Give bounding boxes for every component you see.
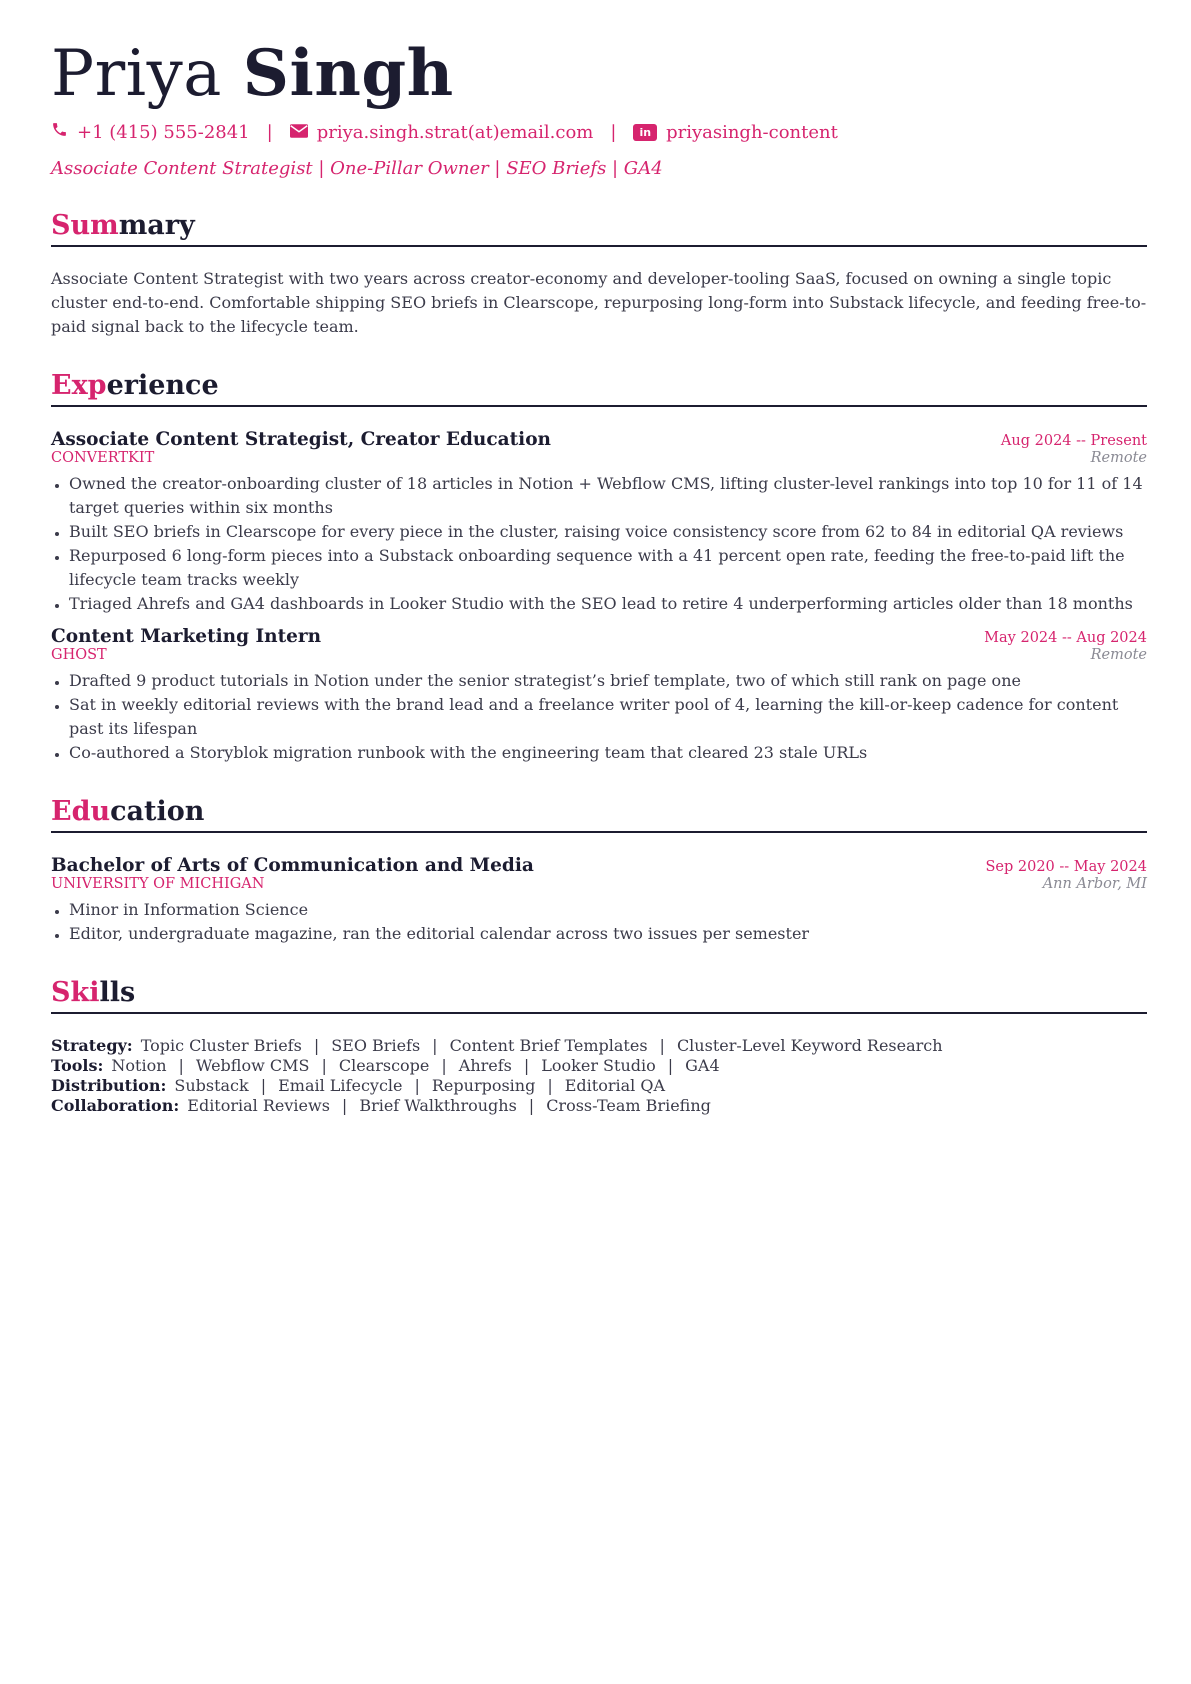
list-item: • Editor, undergraduate magazine, ran the editorial calendar across two issues per semester <box>69 922 1147 946</box>
education-dates: Sep 2020 -- May 2024 <box>985 859 1147 875</box>
skill-item: Topic Cluster Briefs <box>140 1036 302 1055</box>
skill-category-label: Distribution: <box>51 1076 167 1095</box>
skill-row <box>51 1076 1147 1096</box>
list-item: • Owned the creator-onboarding cluster of 18 articles in Notion + Webflow CMS, lifting cluster-level rankings into top 10 for 11 of 14 target queries within six months <box>69 472 1147 520</box>
phone-number: +1 (415) 555-2841 <box>77 121 250 143</box>
skill-item: Ahrefs <box>458 1056 512 1075</box>
contact-line <box>51 120 1147 144</box>
email-address: priya.singh.strat(at)email.com <box>316 121 594 143</box>
skill-row <box>51 1036 1147 1056</box>
summary-text: Associate Content Strategist with two years across creator-economy and developer-tooling SaaS, focused on owning a single topic cluster end-to-end. Comfortable shipping SEO briefs in Clearscope, repurposing long-form into Substack lifecycle, and feeding free-to-paid signal back to the lifecycle team. <box>51 269 1147 336</box>
skill-separator: | <box>341 1096 348 1115</box>
contact-separator: | <box>266 121 273 143</box>
contact-linkedin[interactable] <box>633 122 837 143</box>
skill-item: GA4 <box>685 1056 720 1075</box>
email-icon <box>290 122 308 143</box>
last-name: Singh <box>242 36 454 111</box>
skill-category-label: Tools: <box>51 1056 104 1075</box>
job-dates: May 2024 -- Aug 2024 <box>984 630 1147 646</box>
skill-item: SEO Briefs <box>331 1036 421 1055</box>
section-title-accent: Edu <box>51 796 111 827</box>
section-title-accent: Exp <box>51 370 107 401</box>
skill-item: Editorial QA <box>564 1076 666 1095</box>
company-name: CONVERTKIT <box>51 450 155 466</box>
section-title-accent: Ski <box>51 977 100 1008</box>
phone-icon <box>51 121 68 143</box>
skill-category-label: Strategy: <box>51 1036 133 1055</box>
contact-phone[interactable] <box>51 121 250 143</box>
skill-separator: | <box>321 1056 327 1075</box>
tagline: Associate Content Strategist | One-Pillar Owner | SEO Briefs | GA4 <box>51 158 663 179</box>
section-title-education <box>51 795 1147 833</box>
skill-separator: | <box>547 1076 553 1095</box>
skill-separator: | <box>523 1056 530 1075</box>
skill-item: Notion <box>111 1056 167 1075</box>
skill-item: Editorial Reviews <box>187 1096 330 1115</box>
contact-email[interactable] <box>290 122 594 143</box>
experience-entry <box>51 626 1147 765</box>
skill-item: Brief Walkthroughs <box>359 1096 517 1115</box>
section-title-skills <box>51 976 1147 1014</box>
job-bullets <box>51 472 1147 616</box>
list-item: • Co-authored a Storyblok migration runbook with the engineering team that cleared 23 stale URLs <box>69 741 1147 765</box>
skill-separator: | <box>659 1036 665 1055</box>
list-item: • Triaged Ahrefs and GA4 dashboards in Looker Studio with the SEO lead to retire 4 underperforming articles older than 18 months <box>69 592 1147 616</box>
skill-separator: | <box>441 1056 447 1075</box>
skill-row <box>51 1096 1147 1116</box>
skills-list <box>51 1036 1147 1116</box>
school-location: Ann Arbor, MI <box>1042 876 1147 892</box>
contact-separator: | <box>610 121 617 143</box>
company-name: GHOST <box>51 647 107 663</box>
skill-item: Clearscope <box>338 1056 430 1075</box>
skill-item: Email Lifecycle <box>278 1076 403 1095</box>
school-name: UNIVERSITY OF MICHIGAN <box>51 876 265 892</box>
skill-item: Repurposing <box>431 1076 536 1095</box>
skill-separator: | <box>313 1036 320 1055</box>
job-title: Content Marketing Intern <box>51 626 322 647</box>
list-item: • Built SEO briefs in Clearscope for every piece in the cluster, raising voice consistency score from 62 to 84 in editorial QA reviews <box>69 520 1147 544</box>
candidate-name <box>51 38 1147 110</box>
skill-row <box>51 1056 1147 1076</box>
list-item: • Minor in Information Science <box>69 898 1147 922</box>
degree-title: Bachelor of Arts of Communication and Media <box>51 855 534 876</box>
list-item: • Drafted 9 product tutorials in Notion under the senior strategist’s brief template, two of which still rank on page one <box>69 669 1147 693</box>
section-title-rest: erience <box>106 370 219 401</box>
skill-category-label: Collaboration: <box>51 1096 180 1115</box>
first-name: Priya <box>51 37 222 111</box>
list-item: • Sat in weekly editorial reviews with the brand lead and a freelance writer pool of 4, learning the kill-or-keep cadence for content past its lifespan <box>69 693 1147 741</box>
skill-separator: | <box>667 1056 674 1075</box>
skill-item: Content Brief Templates <box>449 1036 648 1055</box>
list-item: • Repurposed 6 long-form pieces into a Substack onboarding sequence with a 41 percent open rate, feeding the free-to-paid lift the lifecycle team tracks weekly <box>69 544 1147 592</box>
skill-item: Looker Studio <box>541 1056 656 1075</box>
section-title-accent: Sum <box>51 210 119 241</box>
job-dates: Aug 2024 -- Present <box>1000 433 1147 449</box>
section-title-summary <box>51 209 1147 247</box>
skill-separator: | <box>260 1076 267 1095</box>
skill-separator: | <box>528 1096 535 1115</box>
skill-item: Webflow CMS <box>195 1056 310 1075</box>
linkedin-icon: in <box>633 124 657 141</box>
section-title-experience <box>51 369 1147 407</box>
linkedin-handle: priyasingh-content <box>666 121 838 143</box>
experience-entry <box>51 429 1147 616</box>
education-bullets <box>51 898 1147 946</box>
section-title-rest: lls <box>99 977 136 1008</box>
skill-item: Substack <box>174 1076 249 1095</box>
skill-separator: | <box>178 1056 184 1075</box>
section-title-rest: mary <box>118 210 195 241</box>
job-location: Remote <box>1090 647 1147 663</box>
skill-item: Cross-Team Briefing <box>546 1096 711 1115</box>
education-entry <box>51 855 1147 946</box>
section-title-rest: cation <box>110 796 205 827</box>
skill-item: Cluster-Level Keyword Research <box>676 1036 943 1055</box>
skill-separator: | <box>432 1036 438 1055</box>
skill-separator: | <box>414 1076 420 1095</box>
job-location: Remote <box>1090 450 1147 466</box>
job-bullets <box>51 669 1147 765</box>
job-title: Associate Content Strategist, Creator Education <box>51 429 551 450</box>
